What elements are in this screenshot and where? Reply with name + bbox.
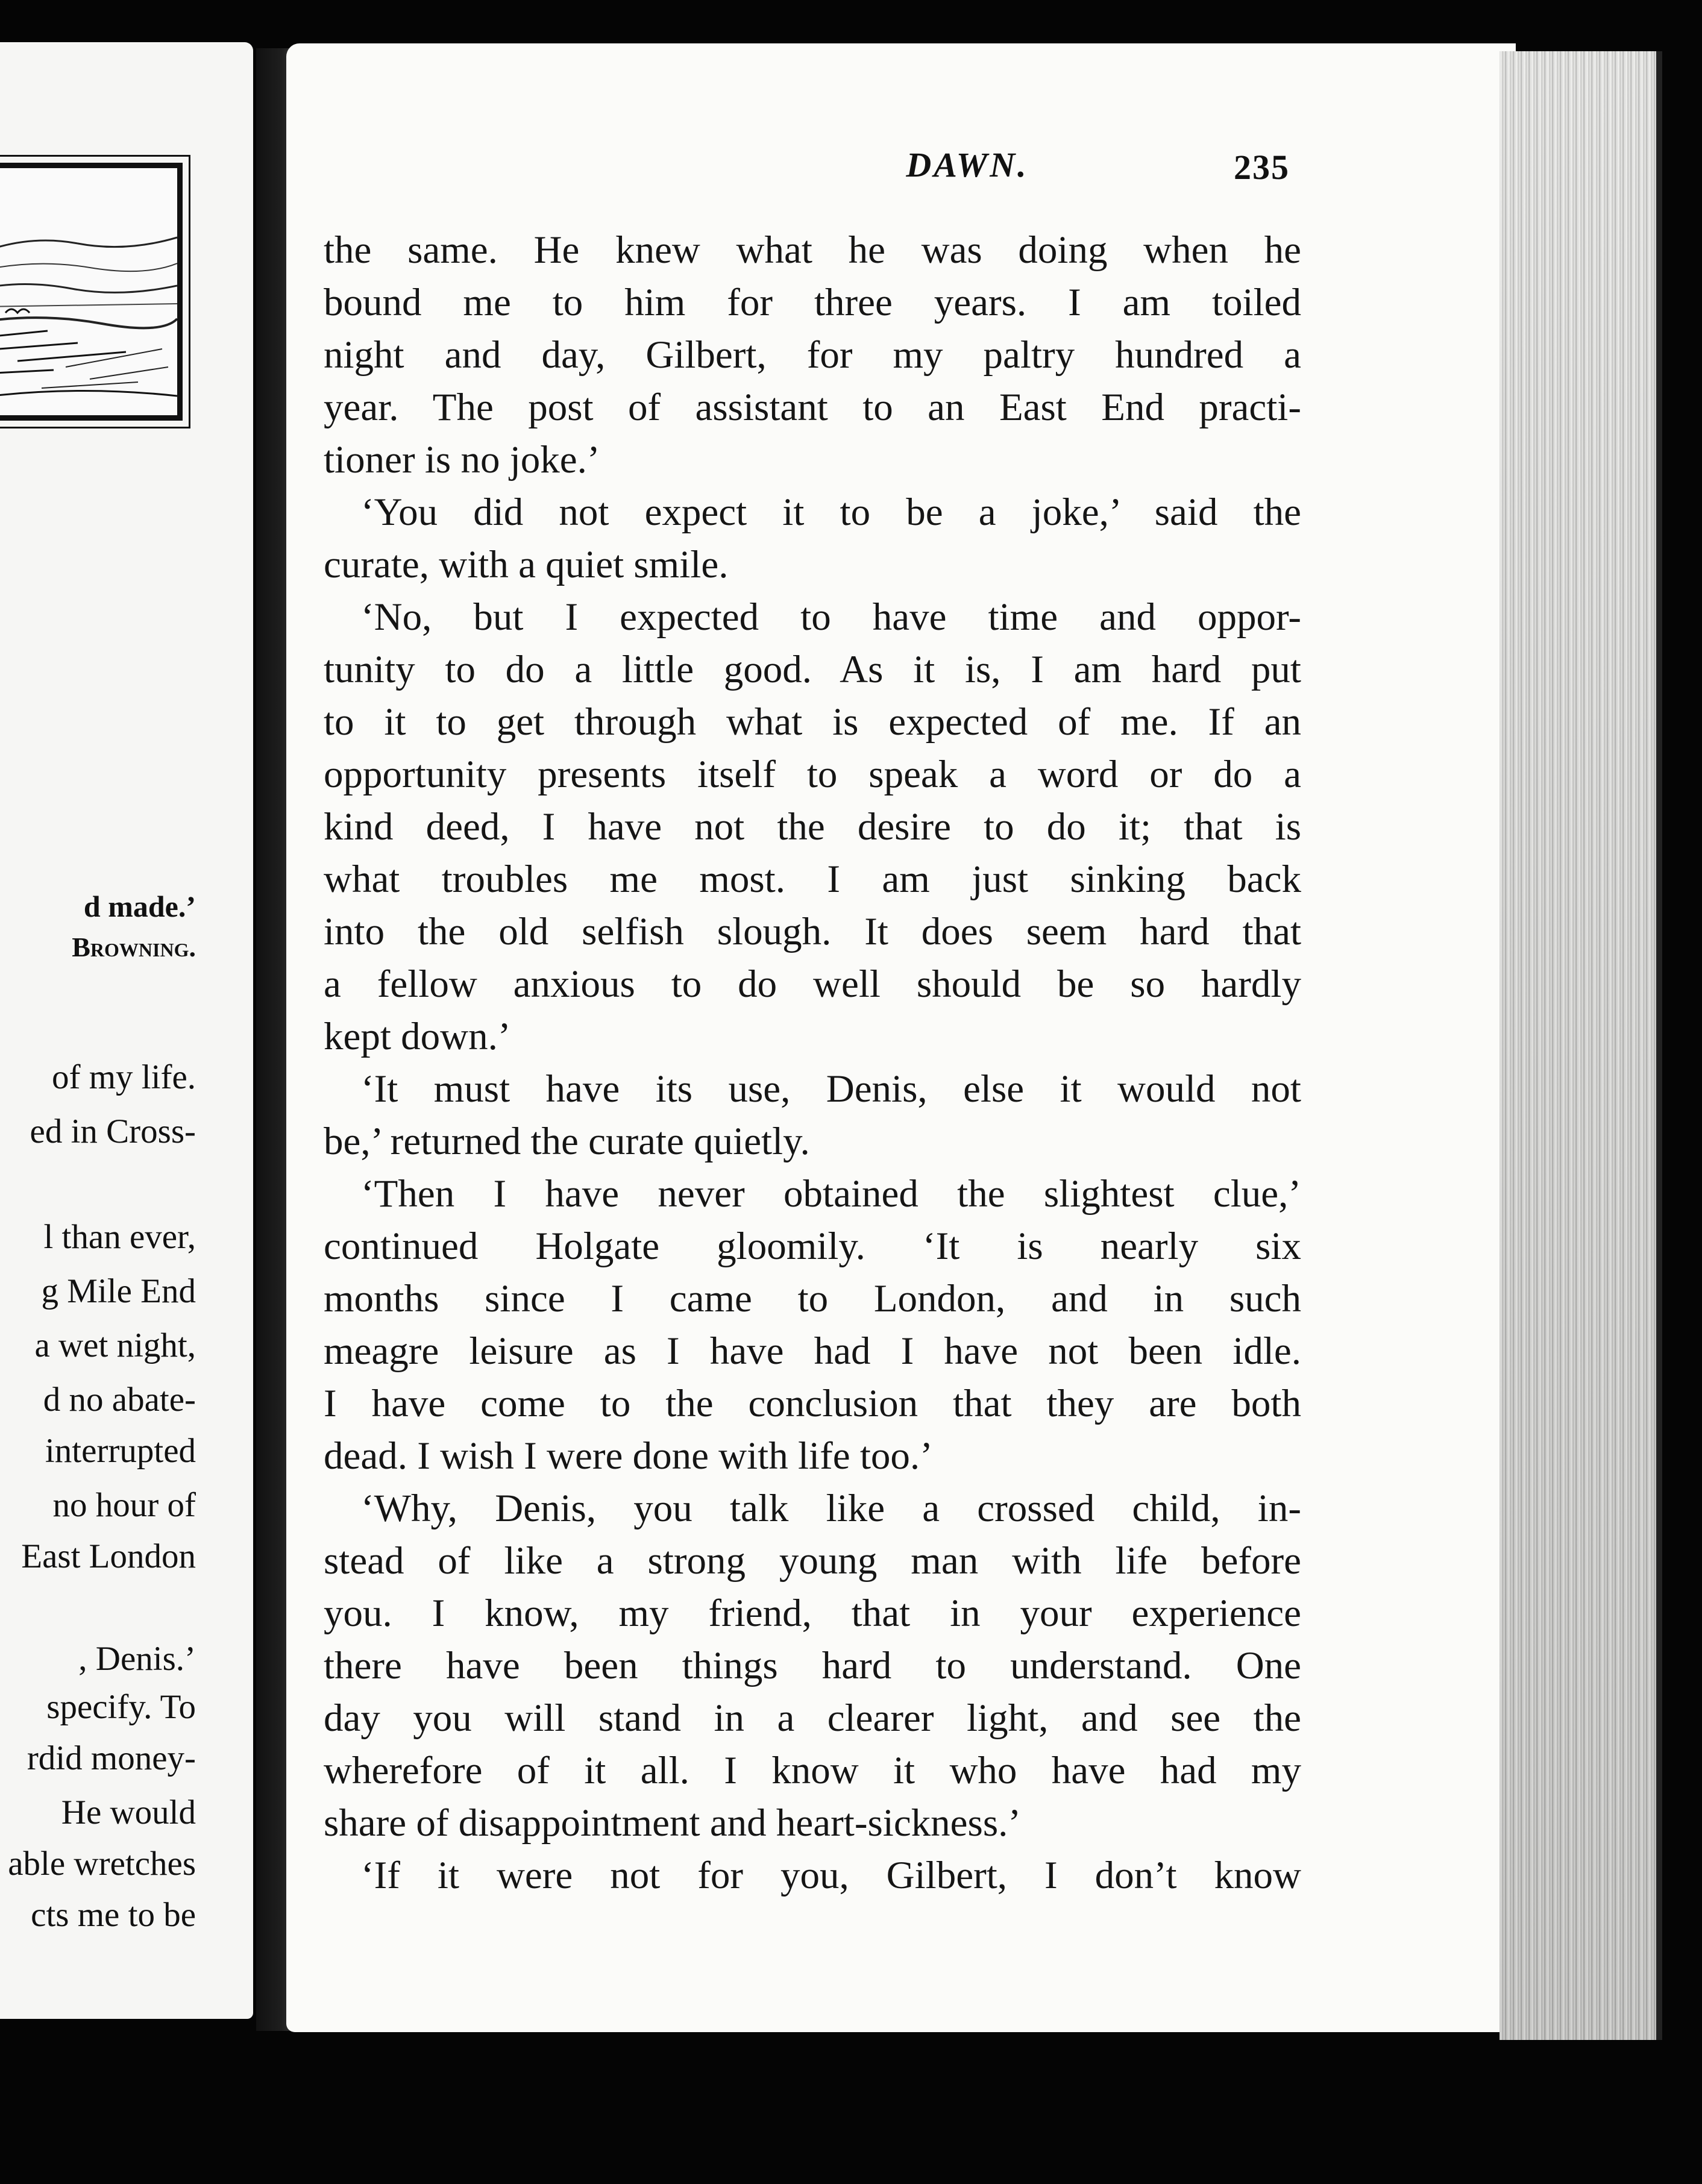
left-text-line: d made.’ [83, 890, 196, 923]
text-line: continued Holgate gloomily. ‘It is nearly six [324, 1225, 1301, 1268]
text-line: ‘Then I have never obtained the slightest clue,’ [361, 1172, 1301, 1216]
landscape-engraving-icon [0, 168, 177, 415]
left-text-line: interrupted [45, 1432, 196, 1470]
chapter-head-illustration [0, 163, 183, 421]
text-line: wherefore of it all. I know it who have had my [324, 1749, 1301, 1792]
left-text-line: a wet night, [34, 1326, 196, 1364]
text-line: ‘If it were not for you, Gilbert, I don’t know [361, 1854, 1301, 1897]
text-line: you. I know, my friend, that in your experience [324, 1592, 1301, 1635]
text-line: what troubles me most. I am just sinking back [324, 858, 1301, 901]
text-line: stead of like a strong young man with life before [324, 1539, 1301, 1583]
text-line: be,’ returned the curate quietly. [324, 1120, 810, 1163]
running-title: DAWN. [906, 145, 1029, 184]
text-line: year. The post of assistant to an East End practi- [324, 386, 1301, 429]
left-text-line: rdid money- [27, 1739, 196, 1777]
running-head [286, 145, 1516, 199]
right-page [286, 43, 1516, 2032]
text-line: bound me to him for three years. I am toiled [324, 281, 1301, 324]
page-number: 235 [1234, 148, 1290, 187]
text-line: ‘Why, Denis, you talk like a crossed child, in- [361, 1487, 1301, 1530]
text-line: tioner is no joke.’ [324, 438, 600, 482]
text-line: kind deed, I have not the desire to do it; that is [324, 805, 1301, 849]
text-line: ‘You did not expect it to be a joke,’ said the [361, 491, 1301, 534]
text-line: day you will stand in a clearer light, and see the [324, 1696, 1301, 1740]
left-text-line: Browning. [72, 932, 196, 962]
text-line: tunity to do a little good. As it is, I am hard put [324, 648, 1301, 691]
text-line: I have come to the conclusion that they are both [324, 1382, 1301, 1425]
left-text-line: able wretches [8, 1845, 196, 1883]
text-line: kept down.’ [324, 1015, 511, 1058]
text-line: into the old selfish slough. It does seem hard that [324, 910, 1301, 953]
text-line: night and day, Gilbert, for my paltry hundred a [324, 333, 1301, 377]
text-line: opportunity presents itself to speak a word or do a [324, 753, 1301, 796]
left-text-line: He would [61, 1793, 196, 1831]
text-line: there have been things hard to understand. One [324, 1644, 1301, 1687]
left-text-line: East London [21, 1537, 196, 1575]
text-line: dead. I wish I were done with life too.’ [324, 1434, 933, 1478]
left-text-line: g Mile End [41, 1272, 196, 1310]
text-line: to it to get through what is expected of me. If an [324, 700, 1301, 744]
text-line: meagre leisure as I have had I have not been idle. [324, 1329, 1301, 1373]
text-line: share of disappointment and heart-sickness.’ [324, 1801, 1022, 1845]
left-text-line: cts me to be [31, 1896, 196, 1934]
text-line: ‘It must have its use, Denis, else it would not [361, 1067, 1301, 1111]
text-line: curate, with a quiet smile. [324, 543, 729, 586]
left-text-line: ed in Cross- [30, 1112, 196, 1150]
text-line: ‘No, but I expected to have time and oppor- [361, 595, 1301, 639]
page-fore-edge [1499, 51, 1662, 2040]
left-page [0, 42, 253, 2019]
left-text-line: no hour of [52, 1486, 196, 1524]
body-text [324, 224, 1301, 1902]
left-text-line: l than ever, [43, 1218, 196, 1256]
left-text-line: , Denis.’ [78, 1640, 196, 1678]
left-text-line: specify. To [46, 1688, 196, 1726]
text-line: months since I came to London, and in such [324, 1277, 1301, 1320]
left-text-line: of my life. [51, 1058, 196, 1096]
text-line: a fellow anxious to do well should be so hardly [324, 962, 1301, 1006]
left-text-line: d no abate- [43, 1381, 196, 1419]
text-line: the same. He knew what he was doing when he [324, 228, 1301, 272]
